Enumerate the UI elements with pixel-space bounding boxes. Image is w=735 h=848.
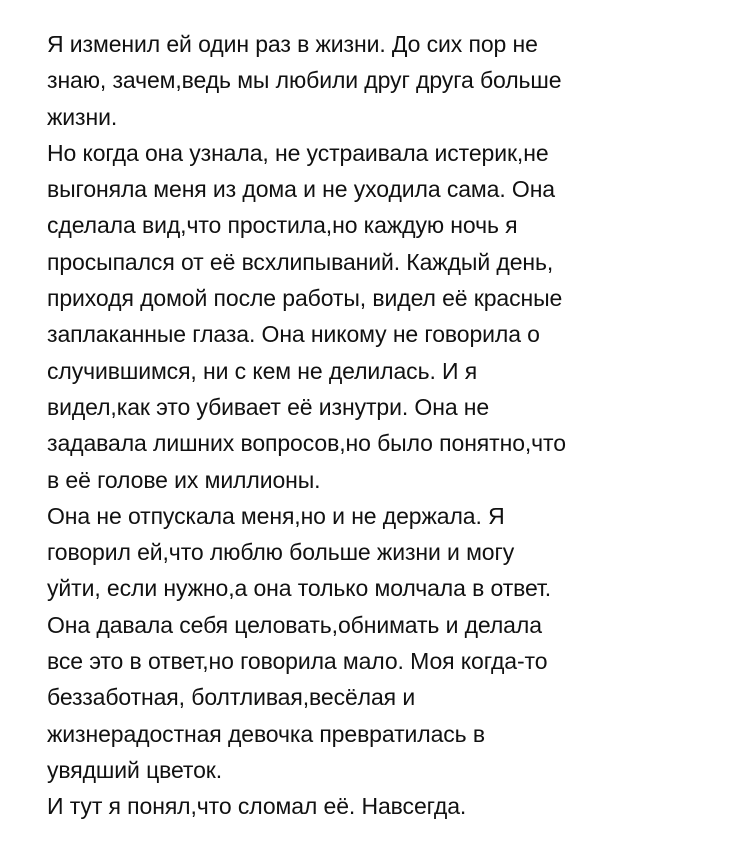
text-line: приходя домой после работы, видел её красные: [47, 285, 563, 312]
text-line: сделала вид,что простила,но каждую ночь я: [47, 212, 518, 239]
text-line: видел,как это убивает её изнутри. Она не: [47, 393, 490, 420]
text-line: Она давала себя целовать,обнимать и делала: [47, 611, 542, 638]
text-line: случившимся, ни с кем не делилась. И я: [47, 357, 478, 384]
post-text: [47, 26, 707, 825]
text-line: в её голове их миллионы.: [47, 466, 321, 493]
text-line: задавала лишних вопросов,но было понятно,что: [47, 430, 566, 457]
text-line: уйти, если нужно,а она только молчала в ответ.: [47, 575, 552, 602]
text-line: Но когда она узнала, не устраивала истерик,не: [47, 139, 549, 166]
text-line: все это в ответ,но говорила мало. Моя когда-то: [47, 648, 548, 675]
text-line: Я изменил ей один раз в жизни. До сих пор не: [47, 31, 538, 57]
text-line: знаю, зачем,ведь мы любили друг друга больше: [47, 67, 562, 94]
text-line: беззаботная, болтливая,весёлая и: [47, 684, 416, 711]
text-line: И тут я понял,что сломал её. Навсегда.: [47, 793, 467, 820]
text-line: говорил ей,что люблю больше жизни и могу: [47, 539, 515, 566]
text-line: просыпался от её всхлипываний. Каждый день,: [47, 248, 554, 275]
text-line: увядший цветок.: [47, 756, 223, 783]
text-line: жизни.: [47, 103, 118, 130]
text-line: жизнерадостная девочка превратилась в: [47, 720, 485, 747]
text-line: заплаканные глаза. Она никому не говорила о: [47, 321, 540, 348]
text-line: Она не отпускала меня,но и не держала. Я: [47, 502, 505, 529]
text-line: выгоняла меня из дома и не уходила сама. Она: [47, 176, 556, 203]
